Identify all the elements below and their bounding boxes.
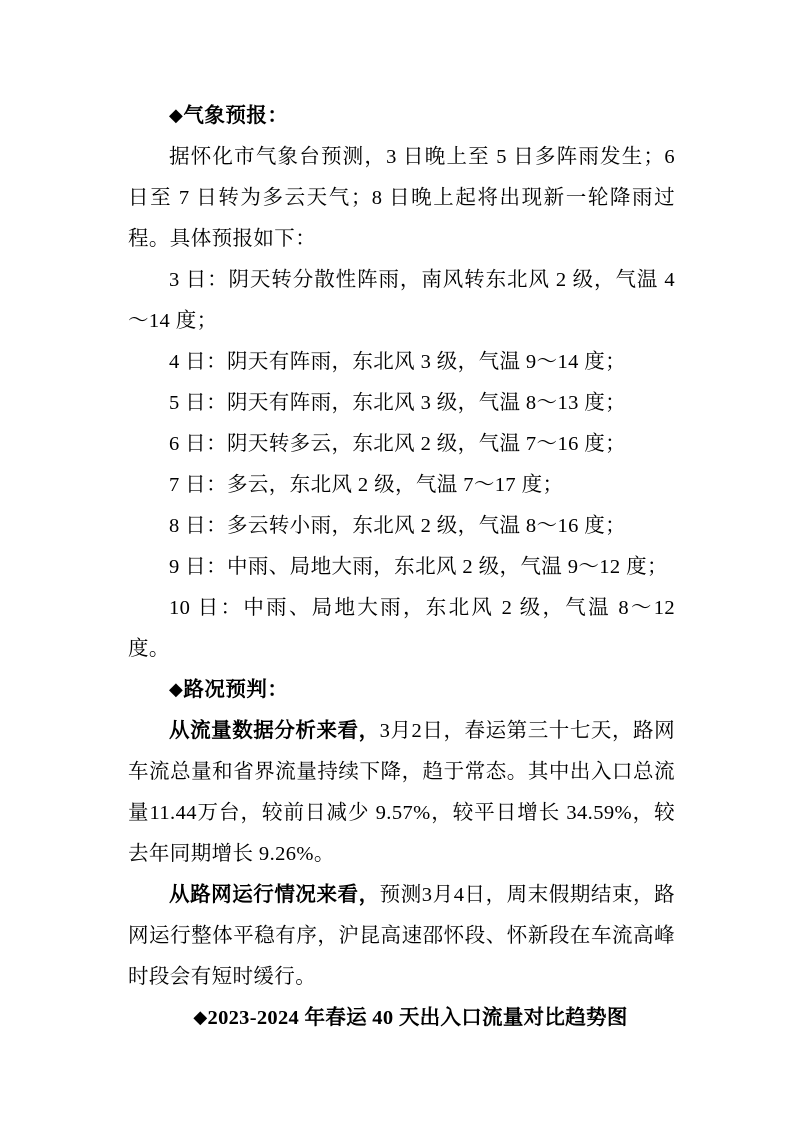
paragraph-forecast-day-10: 10 日：中雨、局地大雨，东北风 2 级，气温 8～12 度。 [128, 597, 675, 660]
section-heading-weather-forecast [128, 96, 675, 137]
paragraph-network-operation-body: 预测3月4日，周末假期结束，路网运行整体平稳有序，沪昆高速邵怀段、怀新段在车流高峰时段会有短时缓行。 [128, 884, 676, 988]
paragraph-forecast-day-7: 7 日：多云，东北风 2 级，气温 7～17 度； [169, 474, 564, 496]
chart-caption [128, 998, 675, 1039]
paragraph-network-operation-lead: 从路网运行情况来看， [169, 884, 380, 906]
diamond-bullet-icon: ◆ [169, 679, 184, 699]
paragraph-forecast-day-9: 9 日：中雨、局地大雨，东北风 2 级，气温 9～12 度； [169, 556, 668, 578]
section-heading-weather-forecast-label: 气象预报： [183, 105, 289, 127]
paragraph-forecast-day-5: 5 日：阴天有阵雨，东北风 3 级，气温 8～13 度； [169, 392, 627, 414]
paragraph-traffic-data-analysis-body: 3月2日，春运第三十七天，路网车流总量和省界流量持续下降，趋于常态。其中出入口总流量11.44万台，较前日减少 9.57%，较平日增长 34.59%，较去年同期增长 9.26%。 [128, 720, 676, 865]
paragraph-traffic-data-analysis [128, 711, 675, 875]
document-body [128, 96, 675, 1039]
paragraph-traffic-data-analysis-lead: 从流量数据分析来看， [169, 720, 380, 742]
paragraph-forecast-day-4: 4 日：阴天有阵雨，东北风 3 级，气温 9～14 度； [169, 351, 627, 373]
section-heading-road-condition [128, 670, 675, 711]
chart-caption-label: 2023-2024 年春运 40 天出入口流量对比趋势图 [207, 1007, 628, 1029]
paragraph-network-operation [128, 875, 675, 998]
paragraph-forecast-intro: 据怀化市气象台预测，3 日晚上至 5 日多阵雨发生；6 日至 7 日转为多云天气；8 日晚上起将出现新一轮降雨过程。具体预报如下： [128, 146, 675, 250]
paragraph-forecast-day-3: 3 日：阴天转分散性阵雨，南风转东北风 2 级，气温 4～14 度； [128, 269, 675, 332]
paragraph-forecast-day-8: 8 日：多云转小雨，东北风 2 级，气温 8～16 度； [169, 515, 627, 537]
paragraph-forecast-day-6: 6 日：阴天转多云，东北风 2 级，气温 7～16 度； [169, 433, 627, 455]
diamond-bullet-icon: ◆ [169, 105, 184, 125]
diamond-bullet-icon: ◆ [193, 1007, 208, 1027]
section-heading-road-condition-label: 路况预判： [183, 679, 289, 701]
